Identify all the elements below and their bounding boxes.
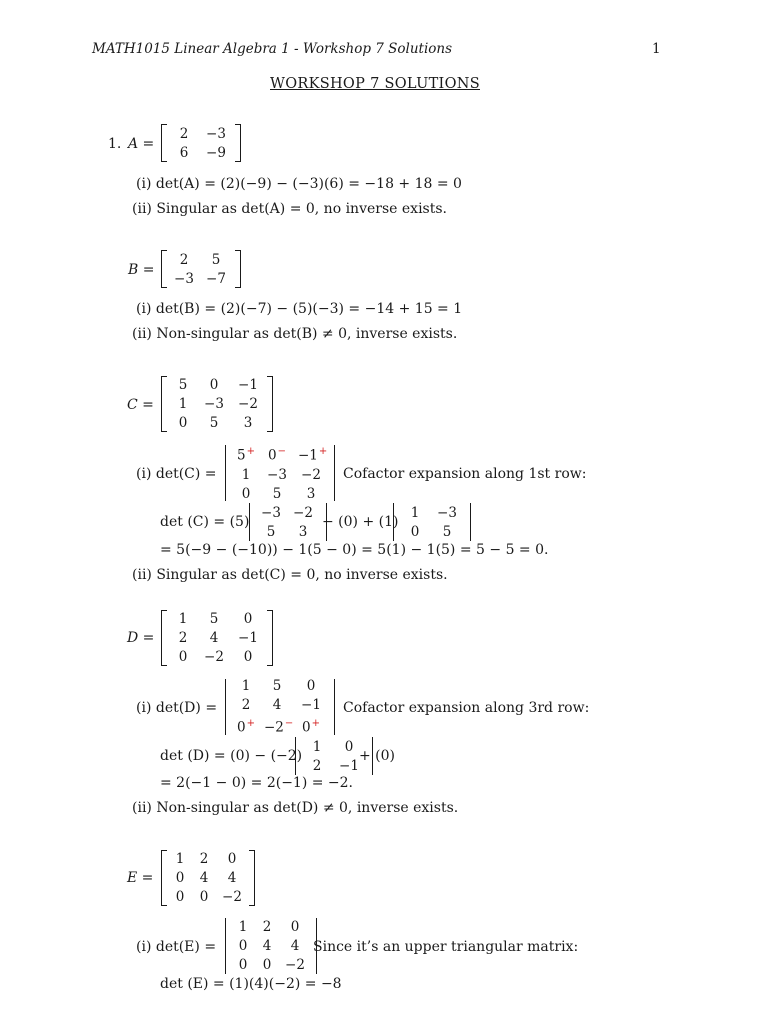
- matrix-d-label: D =: [127, 630, 155, 646]
- det-e-matrix: [221, 918, 321, 974]
- matrix-cell: −1: [238, 630, 258, 646]
- matrix-cell: 3: [298, 523, 308, 540]
- matrix-d-grid: [167, 610, 267, 666]
- matrix-cell: 2: [262, 919, 272, 935]
- matrix-cell: −2: [222, 889, 242, 905]
- matrix-cell: 0: [199, 889, 209, 905]
- matrix-cell: 0: [175, 870, 185, 886]
- matrix-cell: 1: [238, 919, 248, 935]
- matrix-cell: 0: [238, 938, 248, 954]
- matrix-cell: 0: [306, 678, 316, 695]
- c-minor-2: [389, 503, 475, 541]
- matrix-cell: −2: [293, 504, 313, 521]
- matrix-cell: −3: [204, 396, 224, 412]
- matrix-cell: 0: [262, 957, 272, 973]
- matrix-cell: 2: [199, 851, 209, 867]
- matrix-cell: 2: [312, 757, 322, 774]
- det-d-grid: [230, 679, 330, 735]
- matrix-cell: −1: [238, 377, 258, 393]
- matrix-cell: 5: [272, 678, 282, 695]
- matrix-cell: 5: [442, 523, 452, 540]
- matrix-b-label: B =: [128, 262, 155, 278]
- matrix-cell: −3: [261, 504, 281, 521]
- det-c-matrix: [221, 445, 339, 501]
- matrix-cell: 4: [272, 697, 282, 714]
- matrix-cell: 4: [227, 870, 237, 886]
- matrix-cell: 4: [199, 870, 209, 886]
- matrix-cell: 0+: [237, 718, 255, 736]
- e-triangular-note: Since it’s an upper triangular matrix:: [313, 939, 579, 955]
- c-minor-1-grid: [254, 503, 322, 541]
- cofactor-sign: −: [284, 718, 294, 730]
- c-expansion-middle: − (0) + (1): [322, 514, 399, 530]
- matrix-cell: 1: [241, 466, 251, 483]
- matrix-cell: 5: [211, 251, 221, 268]
- d-nonsingular-line: (ii) Non-singular as det(D) ≠ 0, inverse exists.: [132, 800, 459, 816]
- matrix-cell: 3: [243, 415, 253, 431]
- c-expansion-result: = 5(−9 − (−10)) − 1(5 − 0) = 5(1) − 1(5) = 5 − 5 = 0.: [160, 542, 549, 558]
- matrix-cell: 5: [266, 523, 276, 540]
- matrix-c: [161, 376, 273, 432]
- c-minor-1: [245, 503, 331, 541]
- matrix-cell: 4: [209, 630, 219, 646]
- matrix-d: [161, 610, 273, 666]
- matrix-cell: 0: [178, 649, 188, 665]
- matrix-cell: 6: [179, 144, 189, 161]
- d-cofactor-note: Cofactor expansion along 3rd row:: [343, 700, 590, 716]
- d-expansion-start: det (D) = (0) − (−2): [160, 748, 303, 764]
- matrix-cell: 4: [290, 938, 300, 954]
- d-det-label: (i) det(D) =: [136, 700, 218, 716]
- matrix-cell: 0: [238, 957, 248, 973]
- matrix-cell: 5: [272, 485, 282, 502]
- matrix-cell: 5+: [237, 446, 255, 464]
- matrix-cell: 5: [209, 415, 219, 431]
- matrix-e-label: E =: [127, 870, 154, 886]
- matrix-cell: 0: [241, 485, 251, 502]
- matrix-cell: 0: [290, 919, 300, 935]
- matrix-cell: 1: [178, 611, 188, 627]
- a-singular-line: (ii) Singular as det(A) = 0, no inverse exists.: [132, 201, 447, 217]
- matrix-cell: −1+: [298, 446, 328, 464]
- d-minor-grid: [300, 737, 368, 775]
- e-det-label: (i) det(E) =: [136, 939, 217, 955]
- matrix-cell: 0: [227, 851, 237, 867]
- matrix-cell: 0: [243, 649, 253, 665]
- matrix-b-grid: [167, 250, 235, 288]
- matrix-cell: 1: [312, 738, 322, 755]
- matrix-cell: −1: [339, 757, 359, 774]
- matrix-cell: −3: [206, 125, 226, 142]
- matrix-cell: 0: [243, 611, 253, 627]
- det-c-grid: [230, 445, 330, 501]
- matrix-cell: 2: [179, 125, 189, 142]
- matrix-cell: 1: [410, 504, 420, 521]
- matrix-cell: 5: [209, 611, 219, 627]
- cofactor-sign: −: [277, 446, 286, 458]
- matrix-cell: 0: [344, 738, 354, 755]
- matrix-cell: 1: [175, 851, 185, 867]
- matrix-cell: 5: [178, 377, 188, 393]
- matrix-a: [161, 124, 241, 162]
- matrix-cell: −7: [206, 270, 226, 287]
- matrix-cell: 1: [241, 678, 251, 695]
- problem-number: 1.: [108, 136, 122, 152]
- matrix-a-grid: [167, 124, 235, 162]
- matrix-a-label: A =: [128, 136, 155, 152]
- matrix-cell: −1: [301, 697, 321, 714]
- matrix-cell: −3: [174, 270, 194, 287]
- matrix-c-grid: [167, 376, 267, 432]
- running-header: MATH1015 Linear Algebra 1 - Workshop 7 Solutions: [92, 41, 453, 57]
- matrix-cell: −9: [206, 144, 226, 161]
- matrix-cell: 4: [262, 938, 272, 954]
- det-e-grid: [230, 918, 312, 974]
- matrix-c-label: C =: [127, 397, 154, 413]
- c-expansion-start: det (C) = (5): [160, 514, 250, 530]
- matrix-cell: −2−: [264, 718, 294, 736]
- a-determinant-line: (i) det(A) = (2)(−9) − (−3)(6) = −18 + 18 = 0: [136, 176, 462, 192]
- matrix-cell: −2: [238, 396, 258, 412]
- c-minor-2-grid: [398, 503, 466, 541]
- matrix-cell: 0+: [302, 718, 320, 736]
- d-expansion-result: = 2(−1 − 0) = 2(−1) = −2.: [160, 775, 354, 791]
- matrix-cell: −3: [437, 504, 457, 521]
- page-number: 1: [652, 41, 661, 57]
- matrix-cell: −2: [301, 466, 321, 483]
- matrix-cell: 0: [410, 523, 420, 540]
- c-det-label: (i) det(C) =: [136, 466, 217, 482]
- matrix-cell: 3: [306, 485, 316, 502]
- matrix-cell: 0: [178, 415, 188, 431]
- page-title: WORKSHOP 7 SOLUTIONS: [270, 76, 480, 92]
- c-singular-line: (ii) Singular as det(C) = 0, no inverse exists.: [132, 567, 448, 583]
- matrix-cell: −2: [285, 957, 305, 973]
- b-determinant-line: (i) det(B) = (2)(−7) − (5)(−3) = −14 + 15 = 1: [136, 301, 463, 317]
- e-determinant-result: det (E) = (1)(4)(−2) = −8: [160, 976, 342, 992]
- matrix-cell: 2: [178, 630, 188, 646]
- matrix-cell: −2: [204, 649, 224, 665]
- d-expansion-end: + (0): [359, 748, 396, 764]
- det-d-matrix: [221, 679, 339, 735]
- c-cofactor-note: Cofactor expansion along 1st row:: [343, 466, 587, 482]
- matrix-e: [161, 850, 255, 906]
- cofactor-sign: +: [318, 446, 328, 458]
- cofactor-sign: +: [311, 718, 320, 730]
- matrix-cell: 2: [179, 251, 189, 268]
- matrix-cell: 0−: [268, 446, 286, 464]
- matrix-cell: 1: [178, 396, 188, 412]
- matrix-cell: −3: [267, 466, 287, 483]
- b-nonsingular-line: (ii) Non-singular as det(B) ≠ 0, inverse exists.: [132, 326, 458, 342]
- cofactor-sign: +: [246, 446, 255, 458]
- matrix-cell: 2: [241, 697, 251, 714]
- matrix-cell: 0: [175, 889, 185, 905]
- cofactor-sign: +: [246, 718, 255, 730]
- matrix-cell: 0: [209, 377, 219, 393]
- matrix-e-grid: [167, 850, 249, 906]
- matrix-b: [161, 250, 241, 288]
